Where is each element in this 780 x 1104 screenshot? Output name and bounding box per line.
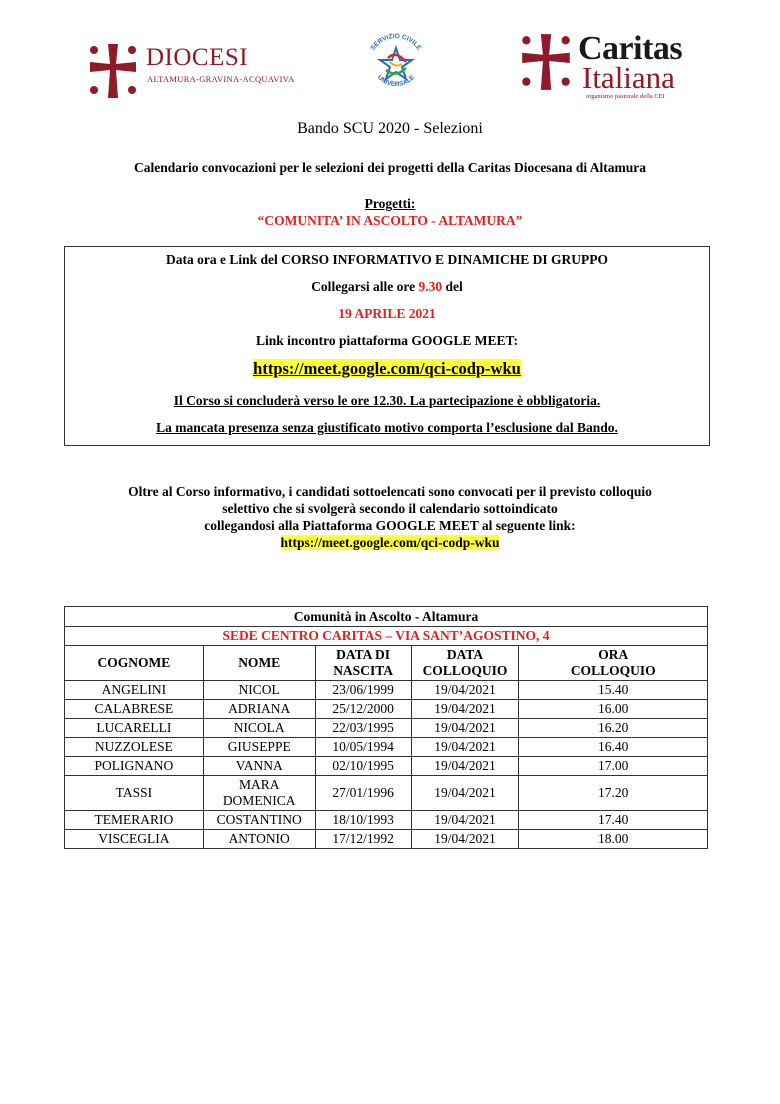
cell-nome: NICOLA [203, 719, 315, 738]
course-time-line [65, 279, 709, 295]
cell-ora: 18.00 [519, 830, 708, 849]
table-row [65, 681, 708, 700]
cell-colloquio: 19/04/2021 [411, 757, 519, 776]
scu-star-icon [360, 28, 432, 100]
cell-colloquio: 19/04/2021 [411, 776, 519, 811]
scu-text-bottom: UNIVERSALE [375, 74, 417, 89]
cell-colloquio: 19/04/2021 [411, 681, 519, 700]
course-time-suffix: del [442, 279, 463, 294]
header-ora-colloquio [519, 646, 708, 681]
cell-nome: GIUSEPPE [203, 738, 315, 757]
cell-nascita: 22/03/1995 [315, 719, 411, 738]
course-link-line [65, 359, 709, 379]
table-header-row [65, 646, 708, 681]
cell-nome: ANTONIO [203, 830, 315, 849]
caritas-name-italiana: Italiana [582, 60, 675, 95]
caritas-cross-icon [516, 32, 576, 92]
course-info-box [64, 246, 710, 446]
scu-text-top: SERVIZIO CIVILE [369, 32, 423, 52]
header-cognome: COGNOME [65, 646, 204, 681]
header-data-colloquio [411, 646, 519, 681]
svg-text:UNIVERSALE [376, 74, 417, 89]
caritas-logo [516, 32, 696, 102]
table-location: SEDE CENTRO CARITAS – VIA SANT’AGOSTINO, 4 [65, 627, 708, 646]
table-row [65, 811, 708, 830]
course-title: Data ora e Link del CORSO INFORMATIVO E DINAMICHE DI GRUPPO [166, 252, 608, 267]
cell-nome: VANNA [203, 757, 315, 776]
diocesi-subtitle: ALTAMURA-GRAVINA-ACQUAVIVA [147, 74, 295, 84]
cell-nome: NICOL [203, 681, 315, 700]
cell-colloquio: 19/04/2021 [411, 719, 519, 738]
cell-colloquio: 19/04/2021 [411, 811, 519, 830]
table-row [65, 776, 708, 811]
header-nascita [315, 646, 411, 681]
header-nascita-2: NASCITA [333, 663, 393, 678]
cell-ora: 15.40 [519, 681, 708, 700]
course-meet-link[interactable]: https://meet.google.com/qci-codp-wku [253, 359, 521, 378]
cell-nome [203, 776, 315, 811]
cell-cognome: TASSI [65, 776, 204, 811]
header-ora-2: COLLOQUIO [570, 663, 656, 678]
cell-colloquio: 19/04/2021 [411, 738, 519, 757]
cell-colloquio: 19/04/2021 [411, 830, 519, 849]
course-note-exclusion: La mancata presenza senza giustificato motivo comporta l’esclusione dal Bando. [156, 420, 618, 435]
intro-line-2: selettivo che si svolgerà secondo il calendario sottoindicato [222, 501, 558, 516]
cell-nascita: 25/12/2000 [315, 700, 411, 719]
page-subtitle: Calendario convocazioni per le selezioni dei progetti della Caritas Diocesana di Altamura [133, 160, 647, 175]
header-nascita-1: DATA DI [336, 647, 391, 662]
cell-cognome: ANGELINI [65, 681, 204, 700]
cell-ora: 16.40 [519, 738, 708, 757]
intro-line-1: Oltre al Corso informativo, i candidati sottoelencati sono convocati per il previsto colloquio [128, 484, 652, 499]
scu-logo [360, 28, 432, 100]
logo-bar [0, 0, 780, 110]
table-row [65, 719, 708, 738]
header-colloquio-2: COLLOQUIO [422, 663, 508, 678]
cell-ora: 17.00 [519, 757, 708, 776]
table-title: Comunità in Ascolto - Altamura [65, 607, 708, 627]
cell-ora: 16.20 [519, 719, 708, 738]
cell-colloquio: 19/04/2021 [411, 700, 519, 719]
course-note-end: Il Corso si concluderà verso le ore 12.30. La partecipazione è obbligatoria. [173, 393, 601, 408]
diocesi-name: DIOCESI [146, 44, 249, 71]
intro-link-line [0, 534, 780, 551]
course-link-label: Link incontro piattaforma GOOGLE MEET: [255, 333, 519, 348]
project-name: “COMUNITA’ IN ASCOLTO - ALTAMURA” [257, 213, 523, 228]
cell-nascita: 02/10/1995 [315, 757, 411, 776]
cell-cognome: TEMERARIO [65, 811, 204, 830]
course-date: 19 APRILE 2021 [338, 306, 436, 321]
cell-nascita: 18/10/1993 [315, 811, 411, 830]
caritas-name: Caritas [578, 30, 683, 67]
diocesi-cross-icon [84, 42, 142, 100]
header-ora-1: ORA [598, 647, 629, 662]
cell-nome-1: MARA [238, 777, 280, 792]
cell-nome-2: DOMENICA [222, 793, 296, 808]
course-time-prefix: Collegarsi alle ore [311, 279, 419, 294]
cell-nascita: 23/06/1999 [315, 681, 411, 700]
caritas-subtitle: organismo pastorale della CEI [586, 93, 665, 100]
cell-cognome: LUCARELLI [65, 719, 204, 738]
diocesi-logo [84, 40, 314, 102]
cell-nome: COSTANTINO [203, 811, 315, 830]
cell-nascita: 27/01/1996 [315, 776, 411, 811]
intro-line-3: collegandosi alla Piattaforma GOOGLE MEET al seguente link: [204, 518, 576, 533]
table-row [65, 757, 708, 776]
header-nome: NOME [203, 646, 315, 681]
table-row [65, 738, 708, 757]
cell-nascita: 17/12/1992 [315, 830, 411, 849]
cell-cognome: CALABRESE [65, 700, 204, 719]
cell-ora: 16.00 [519, 700, 708, 719]
cell-ora: 17.40 [519, 811, 708, 830]
projects-label: Progetti: [364, 196, 416, 211]
cell-nome: ADRIANA [203, 700, 315, 719]
table-row [65, 830, 708, 849]
cell-cognome: NUZZOLESE [65, 738, 204, 757]
table-row [65, 700, 708, 719]
header-colloquio-1: DATA [446, 647, 484, 662]
page-title: Bando SCU 2020 - Selezioni [297, 120, 483, 137]
cell-cognome: POLIGNANO [65, 757, 204, 776]
cell-nascita: 10/05/1994 [315, 738, 411, 757]
cell-ora: 17.20 [519, 776, 708, 811]
schedule-table [64, 606, 708, 849]
cell-cognome: VISCEGLIA [65, 830, 204, 849]
intro-meet-link[interactable]: https://meet.google.com/qci-codp-wku [280, 535, 500, 550]
course-time: 9.30 [418, 279, 443, 294]
